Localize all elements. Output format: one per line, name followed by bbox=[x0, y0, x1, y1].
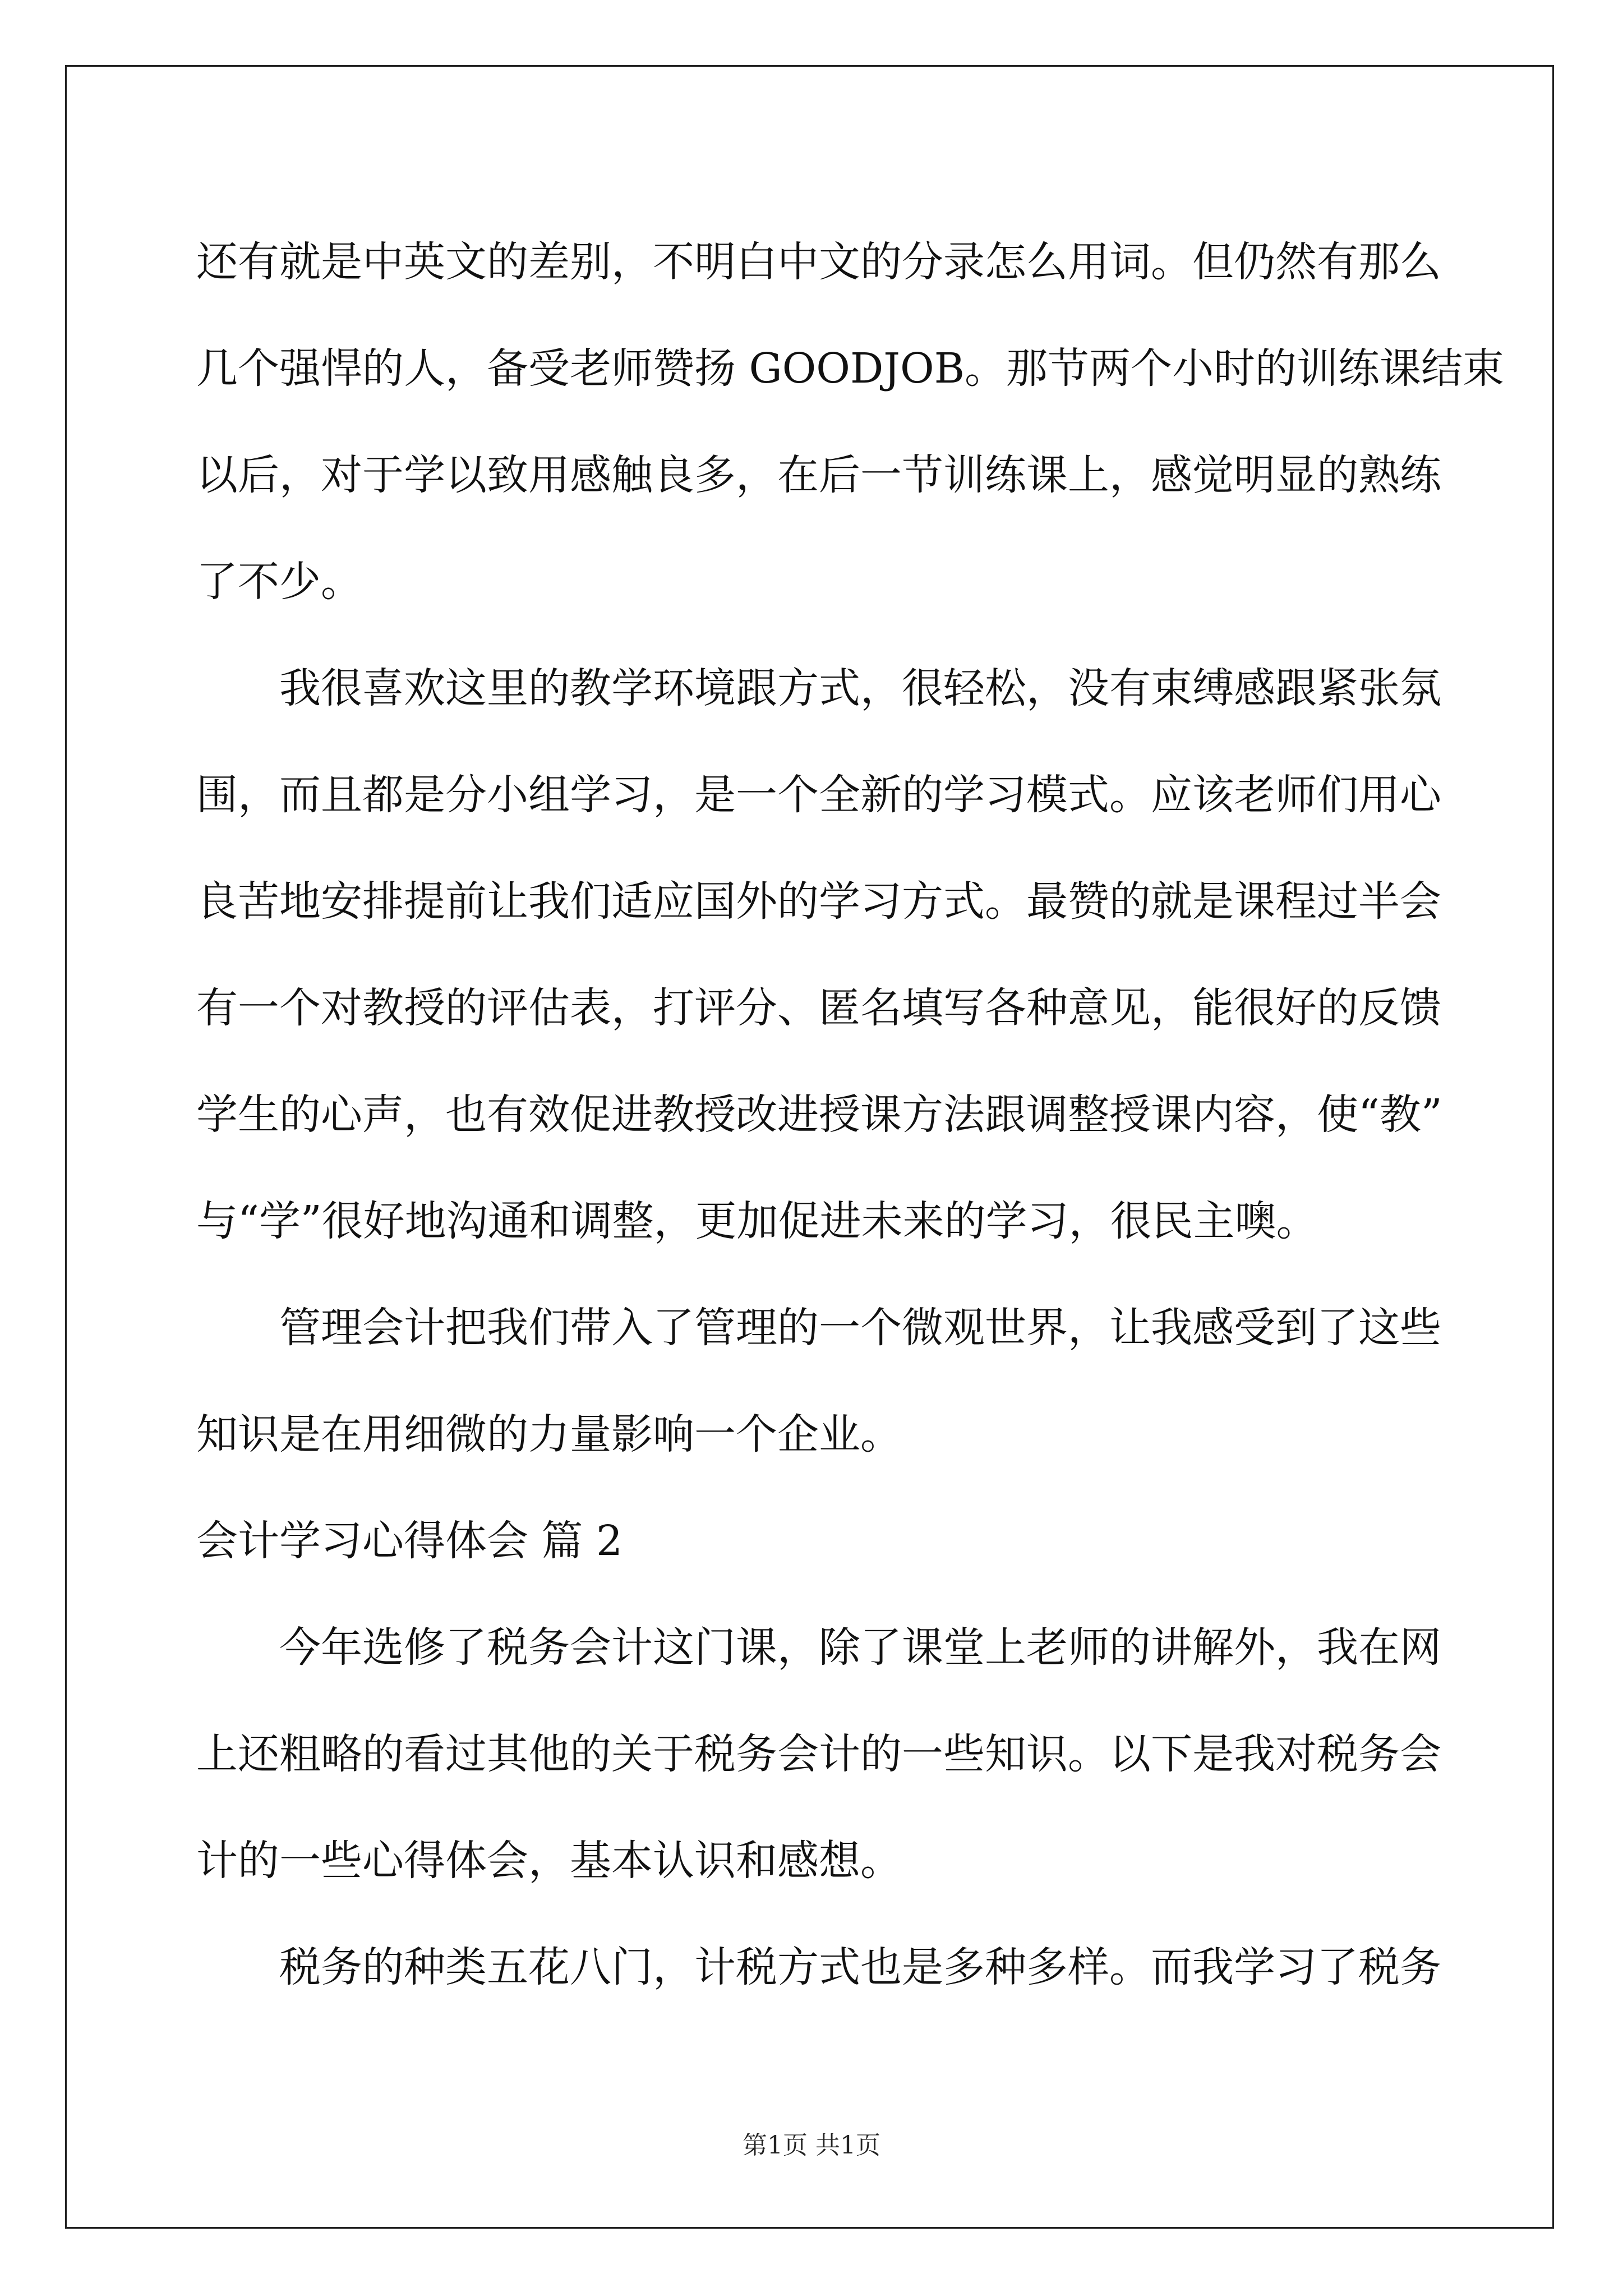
paragraph-line: 良苦地安排提前让我们适应国外的学习方式。最赞的就是课程过半会 bbox=[196, 877, 1441, 926]
section-heading: 会计学习心得体会 篇 2 bbox=[196, 1517, 623, 1565]
document-body bbox=[196, 209, 1505, 2021]
paragraph-line: 以后，对于学以致用感触良多，在后一节训练课上，感觉明显的熟练 bbox=[196, 451, 1441, 499]
paragraph-line: 知识是在用细微的力量影响一个企业。 bbox=[196, 1410, 902, 1458]
paragraph-line: 管理会计把我们带入了管理的一个微观世界，让我感受到了这些 bbox=[279, 1304, 1441, 1352]
paragraph-line: 上还粗略的看过其他的关于税务会计的一些知识。以下是我对税务会 bbox=[196, 1730, 1441, 1778]
paragraph-line: 税务的种类五花八门，计税方式也是多种多样。而我学习了税务 bbox=[279, 1943, 1441, 1991]
paragraph-line: 几个强悍的人，备受老师赞扬 GOODJOB。那节两个小时的训练课结束 bbox=[196, 344, 1505, 393]
paragraph-line: 与“学”很好地沟通和调整，更加促进未来的学习，很民主噢。 bbox=[196, 1197, 1318, 1245]
paragraph-line: 了不少。 bbox=[196, 558, 362, 606]
paragraph-line: 我很喜欢这里的教学环境跟方式，很轻松，没有束缚感跟紧张氛 bbox=[279, 664, 1441, 712]
paragraph-line: 还有就是中英文的差别，不明白中文的分录怎么用词。但仍然有那么 bbox=[196, 238, 1441, 286]
paragraph-line: 今年选修了税务会计这门课，除了课堂上老师的讲解外，我在网 bbox=[279, 1623, 1441, 1672]
paragraph-line: 有一个对教授的评估表，打评分、匿名填写各种意见，能很好的反馈 bbox=[196, 984, 1441, 1032]
paragraph-line: 围，而且都是分小组学习，是一个全新的学习模式。应该老师们用心 bbox=[196, 771, 1441, 819]
page-number-footer: 第1页 共1页 bbox=[743, 2131, 880, 2160]
paragraph-line: 学生的心声，也有效促进教授改进授课方法跟调整授课内容，使“教” bbox=[196, 1091, 1442, 1139]
paragraph-line: 计的一些心得体会，基本认识和感想。 bbox=[196, 1837, 902, 1885]
